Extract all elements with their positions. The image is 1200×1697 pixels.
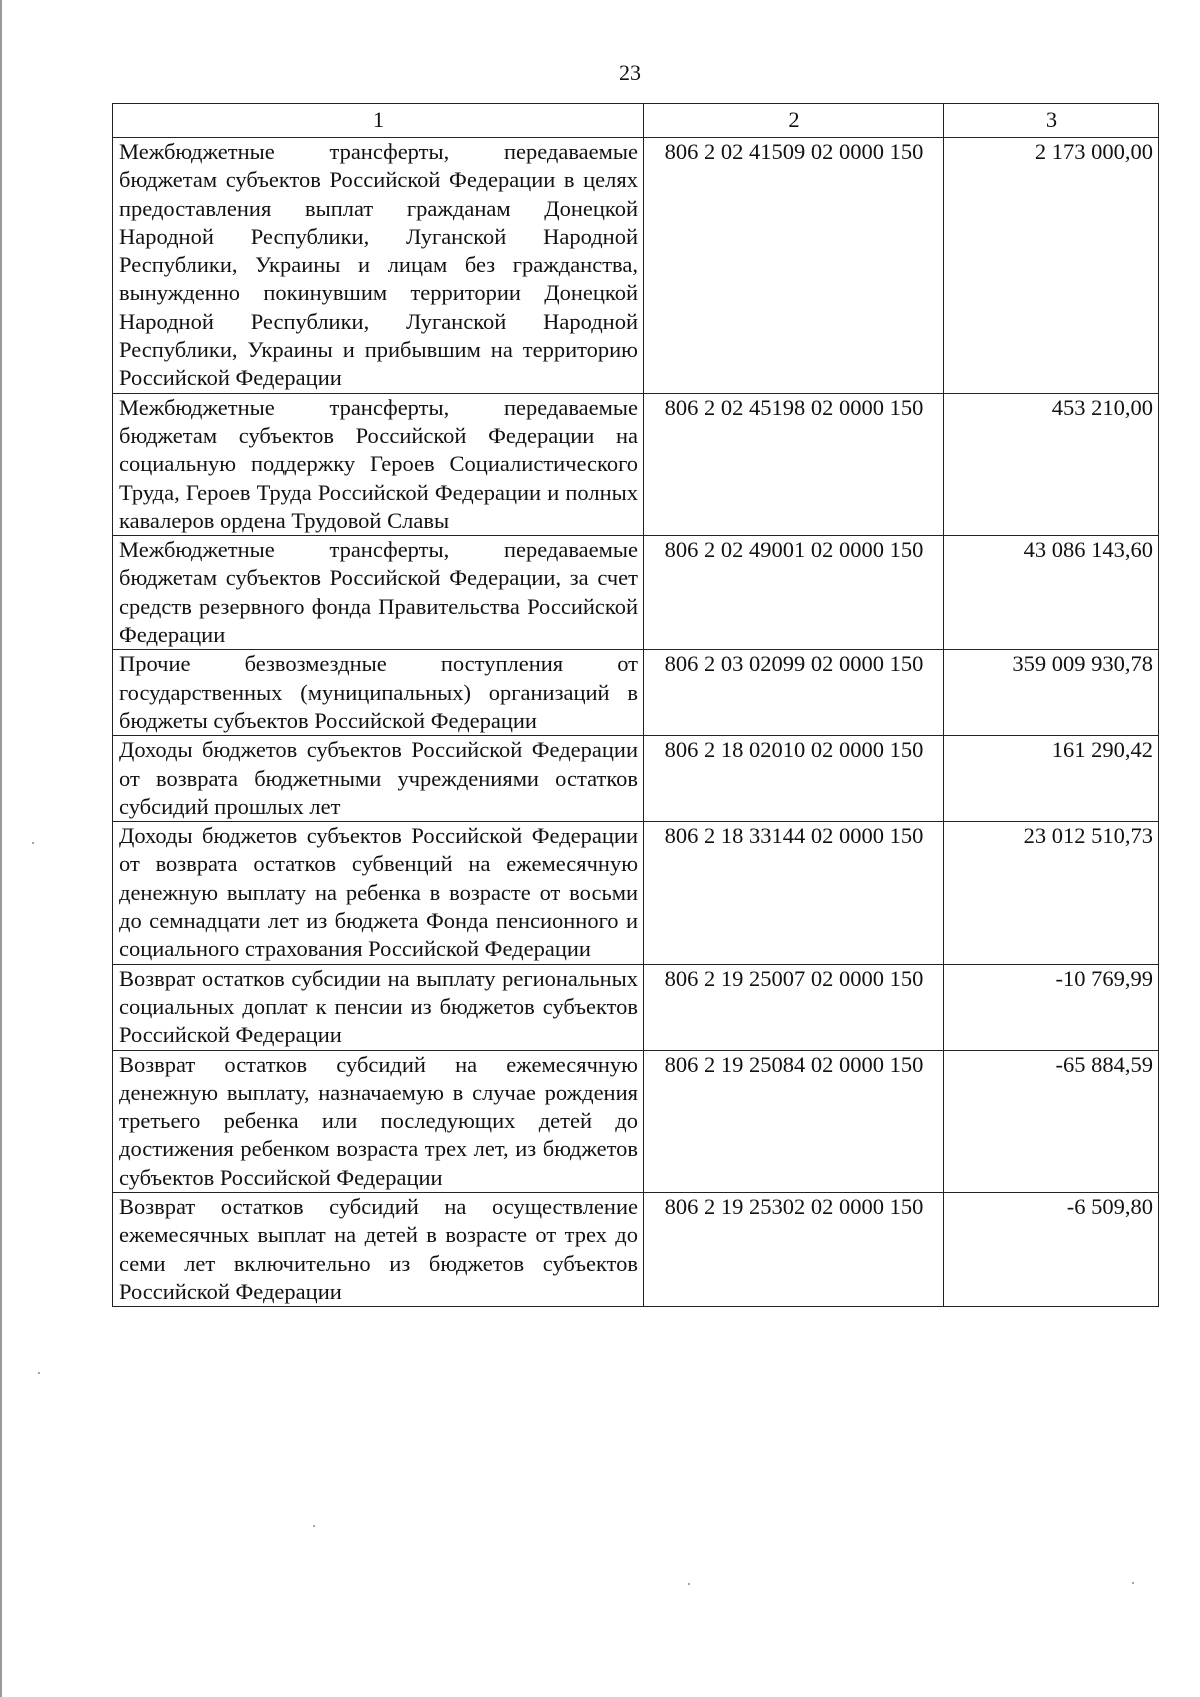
income-name: Возврат остатков субсидии на выплату региональных социальных доплат к пенсии из бюджетов субъектов Российской Федерации — [113, 964, 644, 1050]
income-name: Доходы бюджетов субъектов Российской Федерации от возврата остатков субвенций на ежемесячную денежную выплату на ребенка в возрасте от восьми до семнадцати лет из бюджета Фонда пенсионного и социального страхования Российской Федерации — [113, 822, 644, 964]
page-number: 23 — [619, 60, 641, 85]
scan-speck — [38, 1372, 40, 1374]
budget-code: 806 2 02 41509 02 0000 150 — [644, 138, 944, 394]
column-number-1: 1 — [113, 104, 644, 138]
column-number-3: 3 — [944, 104, 1159, 138]
amount: 359 009 930,78 — [944, 650, 1159, 736]
revenue-table — [112, 103, 1159, 1307]
budget-code: 806 2 19 25084 02 0000 150 — [644, 1050, 944, 1192]
table-header-row — [113, 104, 1159, 138]
column-number-2: 2 — [644, 104, 944, 138]
table-row — [113, 736, 1159, 822]
budget-code: 806 2 18 02010 02 0000 150 — [644, 736, 944, 822]
amount: -65 884,59 — [944, 1050, 1159, 1192]
budget-code: 806 2 02 45198 02 0000 150 — [644, 393, 944, 535]
table-row — [113, 536, 1159, 650]
scan-speck — [688, 1583, 690, 1585]
table-row — [113, 650, 1159, 736]
table-row — [113, 393, 1159, 535]
amount: 161 290,42 — [944, 736, 1159, 822]
amount: -10 769,99 — [944, 964, 1159, 1050]
income-name: Прочие безвозмездные поступления от государственных (муниципальных) организаций в бюджеты субъектов Российской Федерации — [113, 650, 644, 736]
budget-code: 806 2 18 33144 02 0000 150 — [644, 822, 944, 964]
budget-code: 806 2 03 02099 02 0000 150 — [644, 650, 944, 736]
income-name: Возврат остатков субсидий на ежемесячную денежную выплату, назначаемую в случае рождения третьего ребенка или последующих детей до достижения ребенком возраста трех лет, из бюджетов субъектов Российской Федерации — [113, 1050, 644, 1192]
amount: 453 210,00 — [944, 393, 1159, 535]
income-name: Межбюджетные трансферты, передаваемые бюджетам субъектов Российской Федерации, за счет средств резервного фонда Правительства Российской Федерации — [113, 536, 644, 650]
income-name: Возврат остатков субсидий на осуществление ежемесячных выплат на детей в возрасте от трех до семи лет включительно из бюджетов субъектов Российской Федерации — [113, 1192, 644, 1306]
table-row — [113, 1192, 1159, 1306]
table-row — [113, 964, 1159, 1050]
budget-code: 806 2 19 25007 02 0000 150 — [644, 964, 944, 1050]
table-row — [113, 822, 1159, 964]
amount: 43 086 143,60 — [944, 536, 1159, 650]
income-name: Межбюджетные трансферты, передаваемые бюджетам субъектов Российской Федерации в целях предоставления выплат гражданам Донецкой Народной Республики, Луганской Народной Республики, Украины и лицам без гражданства, вынужденно покинувшим территории Донецкой Народной Республики, Луганской Народной Республики, Украины и прибывшим на территорию Российской Федерации — [113, 138, 644, 394]
scan-edge — [0, 0, 2, 1697]
scan-speck — [32, 842, 34, 844]
amount: -6 509,80 — [944, 1192, 1159, 1306]
income-name: Межбюджетные трансферты, передаваемые бюджетам субъектов Российской Федерации на социальную поддержку Героев Социалистического Труда, Героев Труда Российской Федерации и полных кавалеров ордена Трудовой Славы — [113, 393, 644, 535]
amount: 23 012 510,73 — [944, 822, 1159, 964]
amount: 2 173 000,00 — [944, 138, 1159, 394]
scan-speck — [313, 1525, 315, 1527]
table-row — [113, 138, 1159, 394]
scan-speck — [1132, 1582, 1134, 1584]
income-name: Доходы бюджетов субъектов Российской Федерации от возврата бюджетными учреждениями остатков субсидий прошлых лет — [113, 736, 644, 822]
budget-code: 806 2 02 49001 02 0000 150 — [644, 536, 944, 650]
table-row — [113, 1050, 1159, 1192]
budget-code: 806 2 19 25302 02 0000 150 — [644, 1192, 944, 1306]
